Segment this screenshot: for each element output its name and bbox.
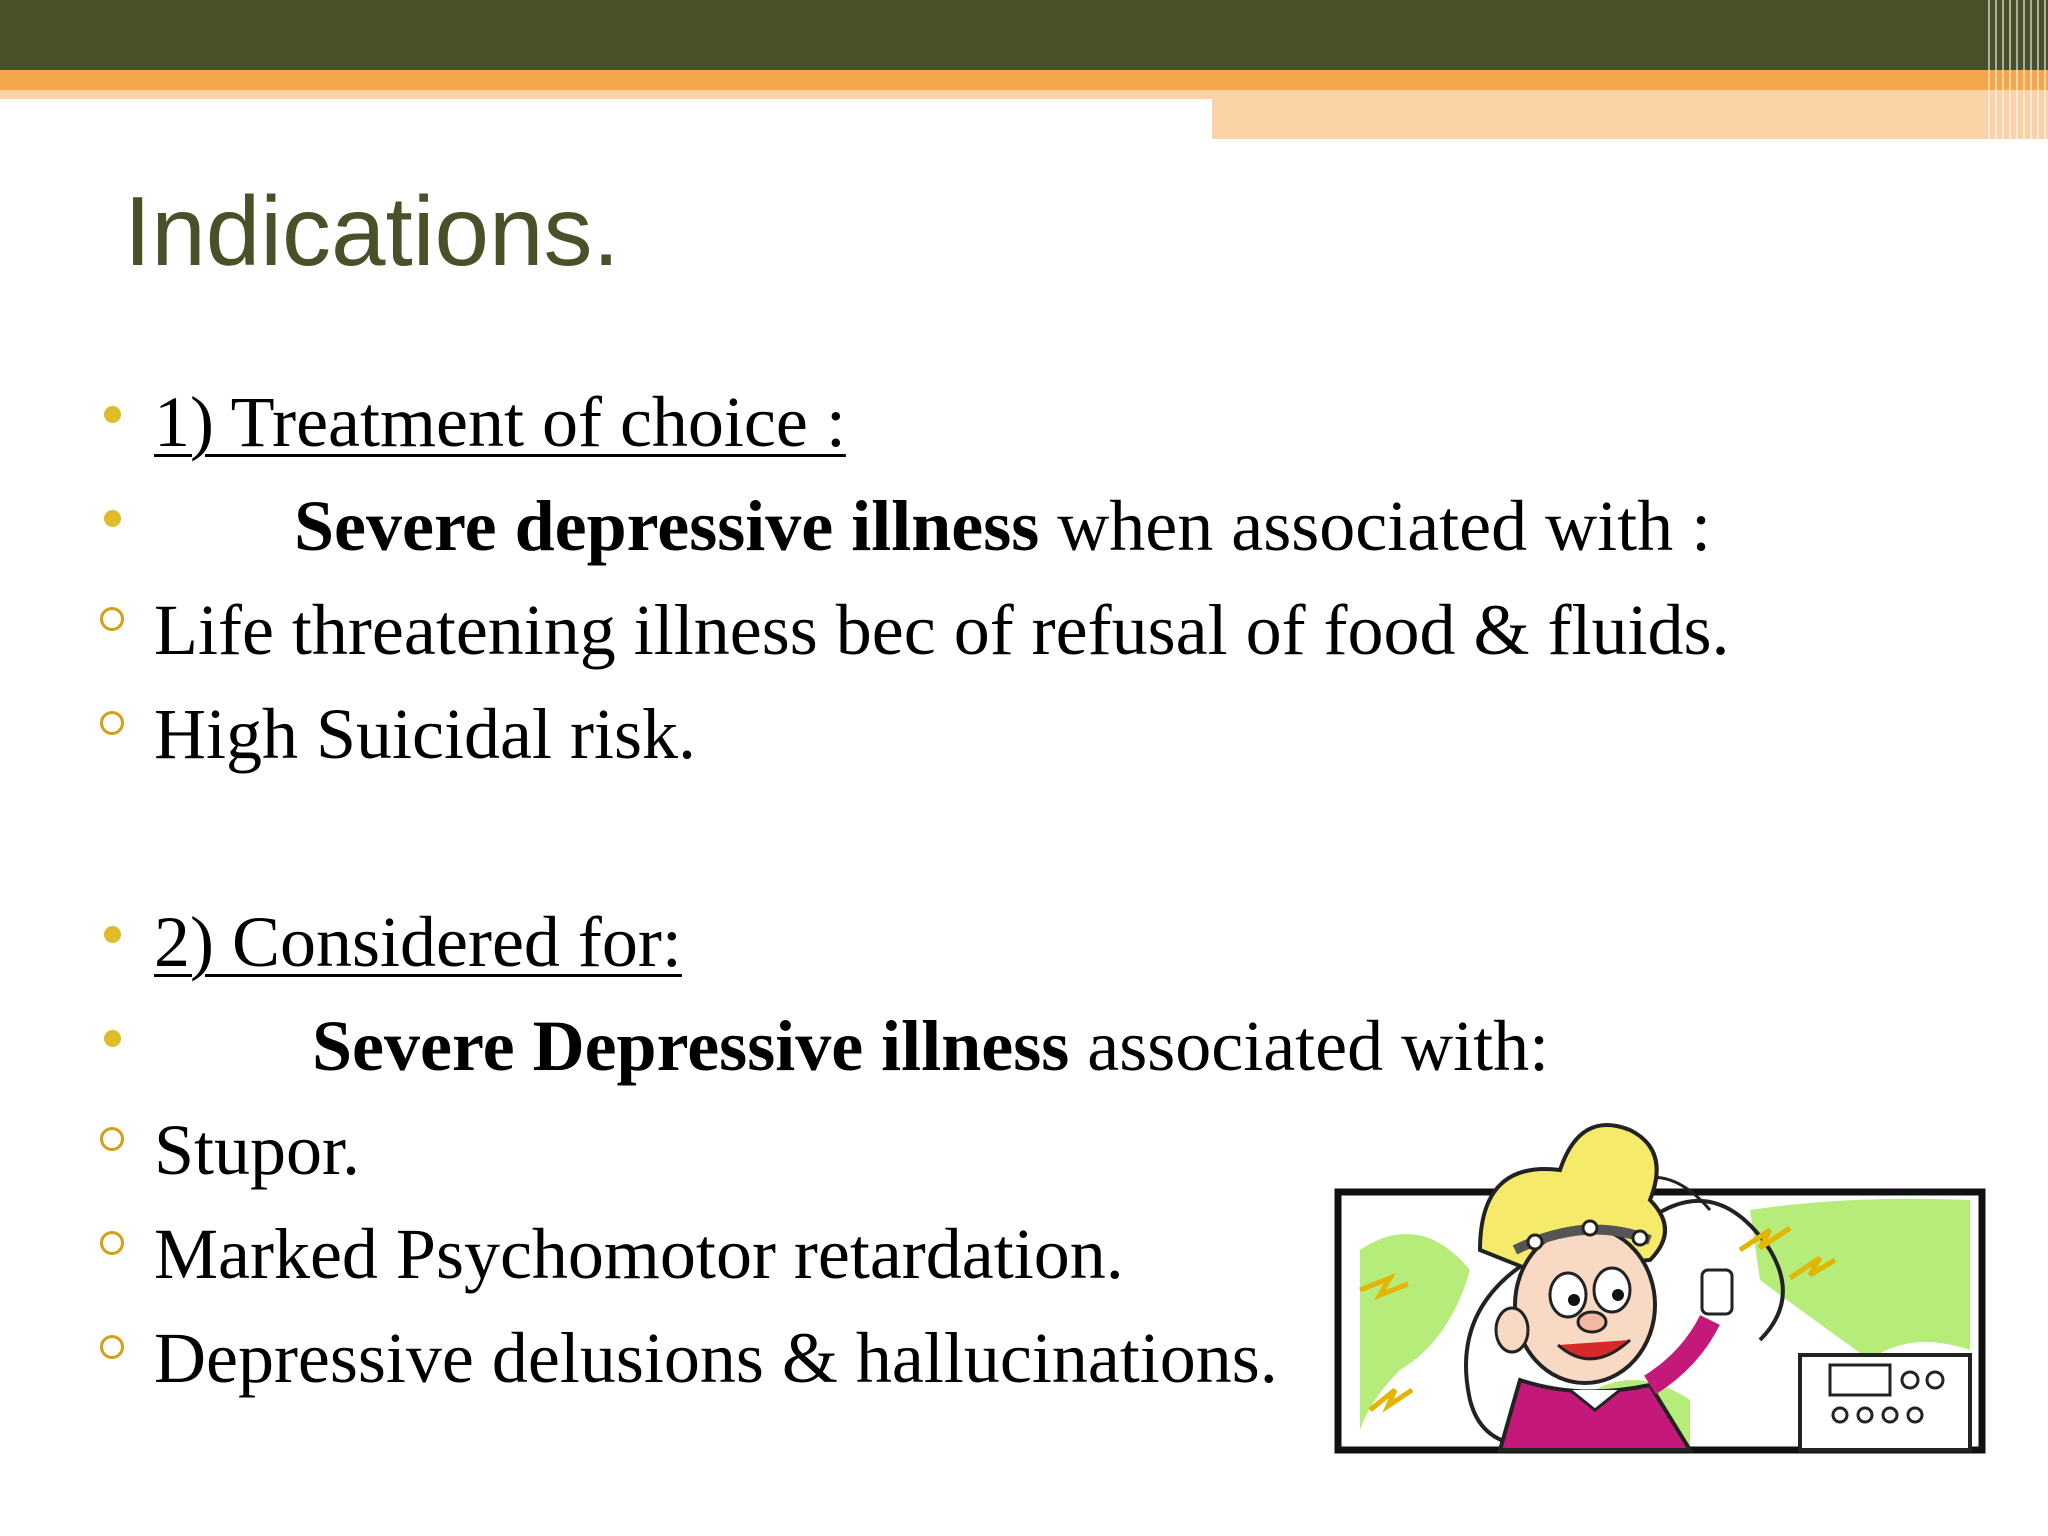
list-item: Depressive delusions & hallucinations. bbox=[154, 1322, 1278, 1394]
bullet-item-heading-2 bbox=[154, 902, 682, 982]
accent-bar-light-left bbox=[0, 90, 1212, 99]
bullet-icon bbox=[104, 406, 121, 423]
section1-lead-rest: when associated with : bbox=[1039, 486, 1712, 566]
bullet-icon bbox=[104, 510, 121, 527]
list-item: Stupor. bbox=[154, 1114, 360, 1186]
slide-title: Indications. bbox=[124, 176, 620, 286]
circle-bullet-icon bbox=[100, 607, 124, 631]
section1-lead-bold: Severe depressive illness bbox=[294, 486, 1040, 566]
list-item: Marked Psychomotor retardation. bbox=[154, 1218, 1124, 1290]
bullet-icon bbox=[104, 926, 121, 943]
circle-bullet-icon bbox=[100, 1335, 124, 1359]
bullet-item-lead-1 bbox=[154, 486, 1712, 566]
circle-bullet-icon bbox=[100, 1231, 124, 1255]
circle-bullet-icon bbox=[100, 711, 124, 735]
accent-bar-light-right bbox=[1212, 90, 2048, 139]
header-bar bbox=[0, 0, 2048, 70]
list-item: Life threatening illness bec of refusal of food & fluids. bbox=[154, 594, 1730, 666]
cartoon-ect-patient-icon bbox=[1330, 1100, 1990, 1460]
accent-bar bbox=[0, 70, 2048, 90]
section2-heading: 2) Considered for: bbox=[154, 902, 682, 982]
section1-heading: 1) Treatment of choice : bbox=[154, 382, 846, 462]
list-item: High Suicidal risk. bbox=[154, 698, 696, 770]
decorative-stripes bbox=[1988, 0, 2048, 139]
circle-bullet-icon bbox=[100, 1127, 124, 1151]
section2-lead-bold: Severe Depressive illness bbox=[312, 1006, 1070, 1086]
bullet-item-lead-2 bbox=[154, 1006, 1550, 1086]
bullet-item-heading-1 bbox=[154, 382, 846, 462]
section2-lead-rest: associated with: bbox=[1069, 1006, 1550, 1086]
bullet-icon bbox=[104, 1030, 121, 1047]
